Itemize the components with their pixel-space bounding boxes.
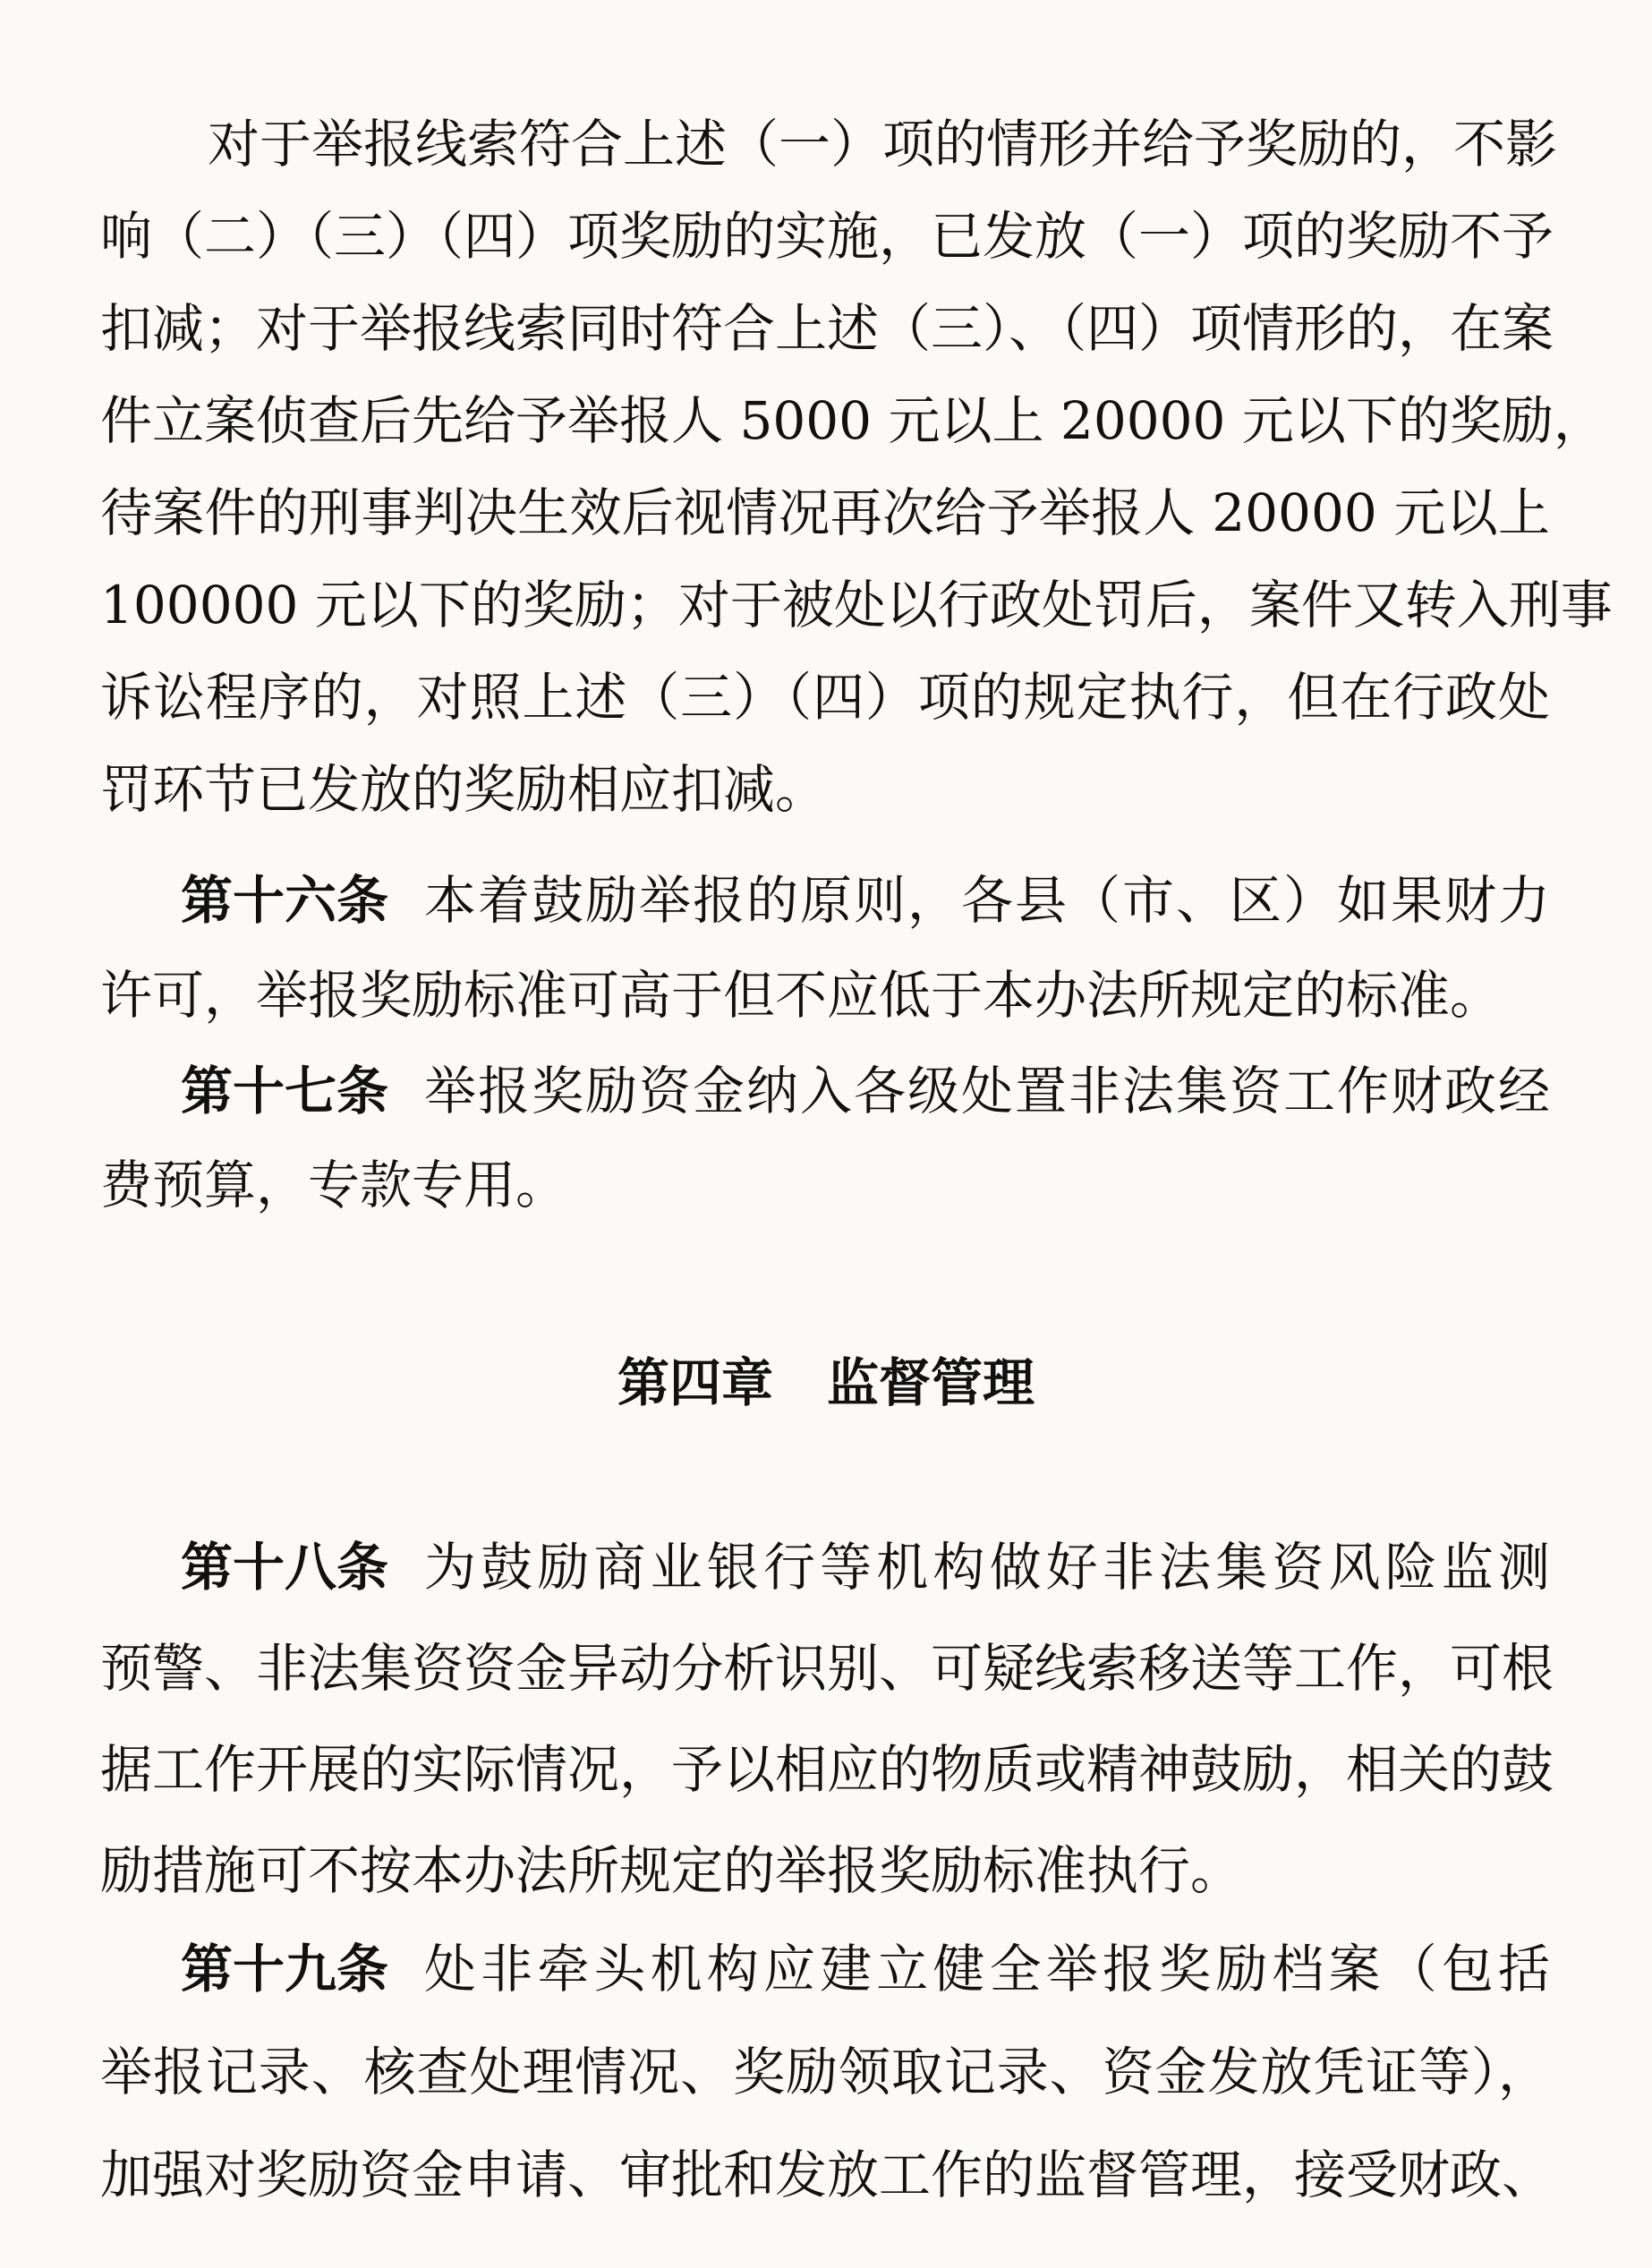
article-19	[100, 1918, 1554, 2227]
text-line: 诉讼程序的，对照上述（三）（四）项的规定执行，但在行政处	[100, 667, 1550, 728]
article-label: 第十八条	[181, 1537, 389, 1598]
text-line: 本着鼓励举报的原则，各县（市、区）如果财力	[424, 870, 1550, 931]
article-label: 第十九条	[181, 1939, 389, 1999]
text-line: 加强对奖励资金申请、审批和发放工作的监督管理，接受财政、	[100, 2144, 1554, 2205]
chapter-heading	[0, 1347, 1652, 1419]
text-line: 件立案侦查后先给予举报人 5000 元以上 20000 元以下的奖励，	[100, 390, 1605, 451]
text-line: 据工作开展的实际情况，予以相应的物质或精神鼓励，相关的鼓	[100, 1739, 1554, 1800]
article-label: 第十七条	[181, 1061, 389, 1121]
text-line: 处非牵头机构应建立健全举报奖励档案（包括	[424, 1939, 1550, 1999]
paragraph-reward-deduction	[100, 98, 1613, 836]
text-line: 举报记录、核查处理情况、奖励领取记录、资金发放凭证等），	[100, 2042, 1550, 2102]
text-line: 罚环节已发放的奖励相应扣减。	[100, 759, 828, 820]
chapter-number: 第四章	[617, 1352, 773, 1413]
article-16	[100, 853, 1550, 1043]
text-line: 为鼓励商业银行等机构做好非法集资风险监测	[424, 1537, 1550, 1598]
text-line: 励措施可不按本办法所规定的举报奖励标准执行。	[100, 1840, 1243, 1901]
text-line: 待案件的刑事判决生效后视情况再次给予举报人 20000 元以上	[100, 482, 1550, 543]
article-17	[100, 1044, 1550, 1232]
text-line: 费预算，专款专用。	[100, 1155, 568, 1215]
text-line: 对于举报线索符合上述（一）项的情形并给予奖励的，不影	[208, 114, 1558, 175]
article-label: 第十六条	[181, 870, 389, 931]
text-line: 响（二）（三）（四）项奖励的实施，已发放（一）项的奖励不予	[100, 206, 1554, 267]
text-line: 100000 元以下的奖励；对于被处以行政处罚后，案件又转入刑事	[100, 575, 1613, 635]
chapter-title: 监督管理	[827, 1352, 1035, 1413]
text-line: 扣减；对于举报线索同时符合上述（三）、（四）项情形的，在案	[100, 298, 1554, 359]
text-line: 许可，举报奖励标准可高于但不应低于本办法所规定的标准。	[100, 965, 1503, 1026]
article-18	[100, 1517, 1554, 1922]
text-line: 预警、非法集资资金异动分析识别、可疑线索移送等工作，可根	[100, 1638, 1554, 1699]
text-line: 举报奖励资金纳入各级处置非法集资工作财政经	[424, 1061, 1550, 1121]
